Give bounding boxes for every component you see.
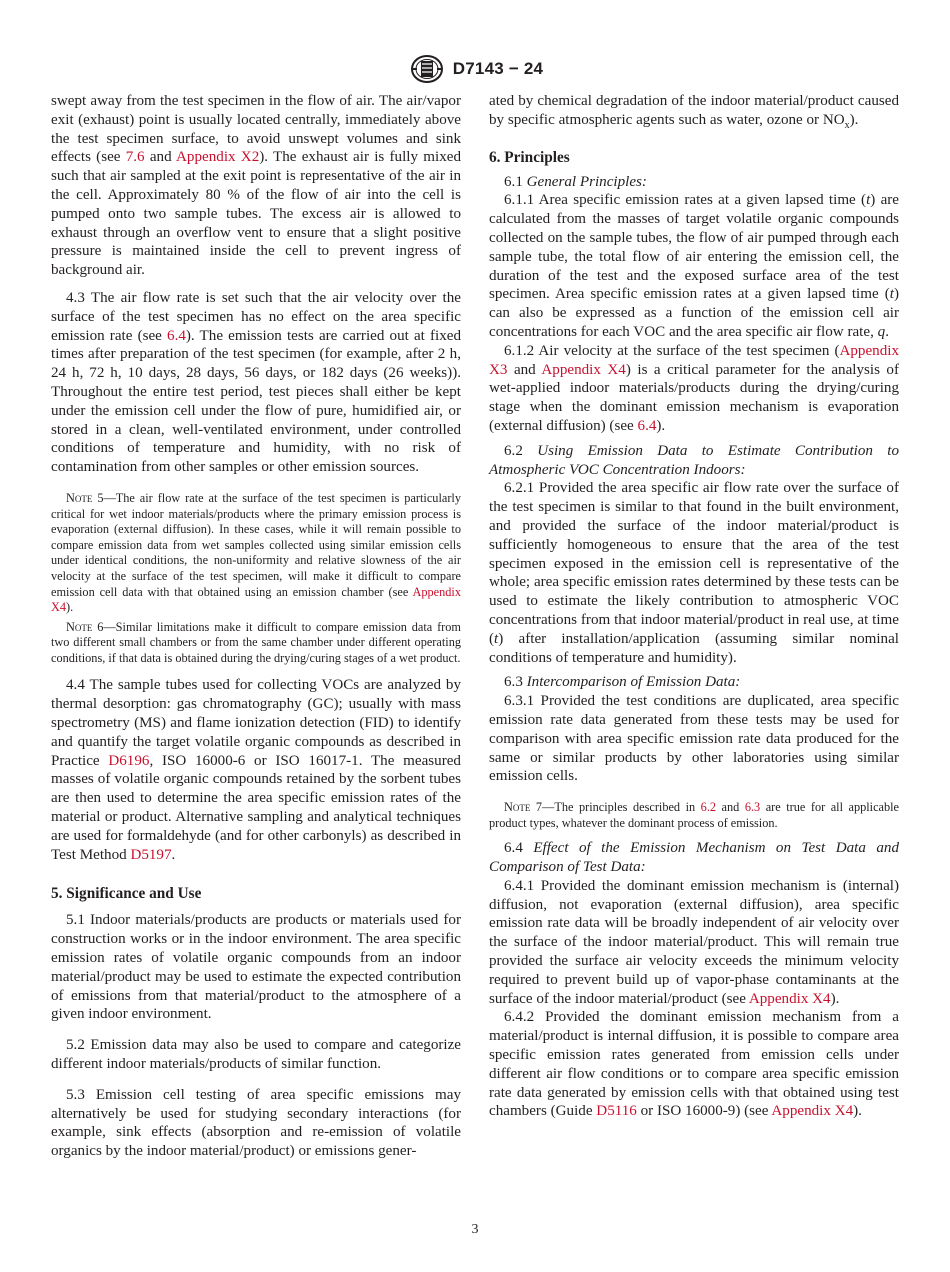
link-appendix-x4[interactable]: Appendix X4 xyxy=(51,584,461,615)
astm-logo-icon xyxy=(407,54,447,84)
document-id: D7143 − 24 xyxy=(452,59,544,78)
paragraph-4-3: 4.3 The air flow rate is set such that the air velocity over the surface of the test specimen has no effect on the area specific emission rate (see 6.4). The emission tests are carried out at fixed times after preparation of the test specimen (for example, after 2 h, 24 h, 72 h, 10 days, 28 days, 56 days, or 182 days (26 weeks)). Throughout the entire test period, test pieces shall either be kept under the emission cell under the flow of pure, humidified air, or stored in a clean, well-ventilated environment, under controlled conditions of temperature and humidity, with no risk of contamination from other samples or other emission sources. xyxy=(51,289,462,476)
link-6-4[interactable]: 6.4 xyxy=(637,417,657,434)
link-6-4[interactable]: 6.4 xyxy=(167,327,186,344)
paragraph-6-2: 6.2 Using Emission Data to Estimate Contribution to Atmospheric VOC Concentration Indoors: xyxy=(489,442,899,478)
left-column xyxy=(51,92,461,1161)
paragraph-5-2: 5.2 Emission data may also be used to compare and categorize different indoor materials/products of similar function. xyxy=(51,1037,461,1073)
paragraph-6-3: 6.3 Intercomparison of Emission Data: xyxy=(504,674,741,691)
paragraph-6-1-1: 6.1.1 Area specific emission rates at a given lapsed time (t) are calculated from the masses of target volatile organic compounds collected on the sample tubes, the flow of air pumped through each sample tube, the total flow of air entering the emission cell, the duration of the test and the exposed surface area of the test specimen. Area specific emission rates at a given lapsed time (t) can also be expressed as a function of the emission cell air concentrations for each VOC and the area specific air flow rate, q. xyxy=(489,192,899,340)
link-d6196[interactable]: D6196 xyxy=(108,752,150,769)
paragraph-6-4-2: 6.4.2 Provided the dominant emission mechanism from a material/product is internal diffusion, it is possible to compare area specific emission rates generated from emission cells under different air flow conditions or to compare area specific emission rate data generated by emission cells with that obtained using test chambers (Guide D5116 or ISO 16000-9) (see Appendix X4). xyxy=(489,1009,899,1120)
link-appendix-x2[interactable]: Appendix X2 xyxy=(176,149,260,166)
paragraph-5-3-continued: ated by chemical degradation of the indoor material/product caused by specific atmospheric agents such as water, ozone or $NO_x$). xyxy=(489,93,899,131)
link-6-3[interactable]: 6.3 xyxy=(744,800,761,815)
page-number: 3 xyxy=(471,1222,479,1237)
section-6-heading: 6. Principles xyxy=(489,148,570,166)
link-appendix-x4[interactable]: Appendix X4 xyxy=(748,990,831,1007)
paragraph-6-3-1: 6.3.1 Provided the test conditions are duplicated, area specific emission rate data generated from these tests may be used for comparison with area specific emission rate data produced for the same or similar products by other laboratories using similar emission cells. xyxy=(489,693,899,785)
section-5-heading: 5. Significance and Use xyxy=(51,885,202,903)
paragraph-4-4: 4.4 The sample tubes used for collecting VOCs are analyzed by thermal desorption: gas chromatography (GC); usually with mass spectrometry (MS) and flame ionization detection (FID) to identify and quantify the target volatile organic compounds as described in Practice D6196, ISO 16000-6 or ISO 16017-1. The measured masses of volatile organic compounds retained by the sorbent tubes are then used to determine the area specific emission rates of the material or product. Alternative sampling and analytical techniques are used for formaldehyde (and for other carbonyls) as described in Test Method D5197. xyxy=(51,677,461,863)
paragraph-5-1: 5.1 Indoor materials/products are products or materials used for construction works or in the indoor environment. The area specific emission rates of volatile organic compounds from an indoor material/product may be used to estimate the expected contribution of emissions from that material/product to the atmosphere of a given indoor environment. xyxy=(51,912,461,1023)
right-column xyxy=(489,92,899,1121)
note-6: Note 6—Similar limitations make it difficult to compare emission data from two different small chambers or from the same chamber under different operating conditions, if that data is obtained during the drying/curing stages of a wet product. xyxy=(51,619,461,665)
link-d5197[interactable]: D5197 xyxy=(130,846,172,863)
link-6-2[interactable]: 6.2 xyxy=(700,800,717,815)
paragraph-6-1: 6.1 General Principles: xyxy=(504,173,647,190)
link-appendix-x3[interactable]: Appendix X3 xyxy=(489,342,899,378)
paragraph-6-1-2: 6.1.2 Air velocity at the surface of the test specimen (Appendix X3 and Appendix X4) is a critical parameter for the analysis of wet-applied indoor materials/products during the drying/curing stage when the dominant emission mechanism is evaporation (external diffusion) (see 6.4). xyxy=(489,342,900,434)
paragraph-4-2-continued: swept away from the test specimen in the flow of air. The air/vapor exit (exhaust) point is usually located centrally, immediately above the test specimen surface, to avoid unswept volumes and sink effects (see 7.6 and Appendix X2). The exhaust air is fully mixed such that air sampled at the exit point is representative of the air in the cell. Approximately 80 % of the flow of air into the cell is pumped onto two sample tubes. The excess air is allowed to exhaust through an overflow vent to ensure that a slight positive pressure is maintained inside the cell to prevent ingress of background air. xyxy=(51,93,461,279)
link-7-6[interactable]: 7.6 xyxy=(125,149,145,166)
page-header xyxy=(0,54,950,84)
link-d5116[interactable]: D5116 xyxy=(596,1103,637,1120)
link-appendix-x4[interactable]: Appendix X4 xyxy=(771,1103,854,1120)
note-5: Note 5—The air flow rate at the surface of the test specimen is particularly critical for wet indoor materials/products where the primary emission process is evaporation (external diffusion). In these cases, while it will remain possible to compare emission data from wet samples collected using similar emission cells under identical conditions, the non-uniformity and relative slowness of the air velocity at the surface of the test specimen, will make it difficult to compare emission cell data with that obtained using an emission chamber (see Appendix X4). xyxy=(51,490,461,615)
paragraph-6-2-1: 6.2.1 Provided the area specific air flow rate over the surface of the test specimen is similar to that found in the built environment, and provided the surface of the indoor material/product is sufficiently homogeneous to ensure that the area of the test specimen exposed in the emission cell is representative of the whole; area specific emission rates determined by these tests can be used to estimate the likely contribution to atmospheric VOC concentrations from that indoor material/product in real use, at time (t) after installation/application (assuming similar nominal conditions of temperature and humidity). xyxy=(489,480,899,666)
link-appendix-x4[interactable]: Appendix X4 xyxy=(541,361,626,378)
note-7: Note 7—The principles described in 6.2 and 6.3 are true for all applicable product types, whatever the dominant process of emission. xyxy=(489,800,900,830)
paragraph-6-4-1: 6.4.1 Provided the dominant emission mechanism is (internal) diffusion, not evaporation (external diffusion), area specific emission rate data will be broadly independent of air velocity over the surface of the indoor material/product. This will remain true provided the surface air velocity exceeds the minimum velocity required to prevent build up of vapor-phase contaminants at the surface of the indoor material/product (see Appendix X4). xyxy=(489,877,899,1007)
paragraph-5-3: 5.3 Emission cell testing of area specific emissions may alternatively be used for studying secondary interactions (for example, sink effects (absorption and re-emission of volatile organics by the indoor material/product) or emissions gener- xyxy=(51,1086,461,1160)
paragraph-6-4: 6.4 Effect of the Emission Mechanism on Test Data and Comparison of Test Data: xyxy=(489,840,899,876)
